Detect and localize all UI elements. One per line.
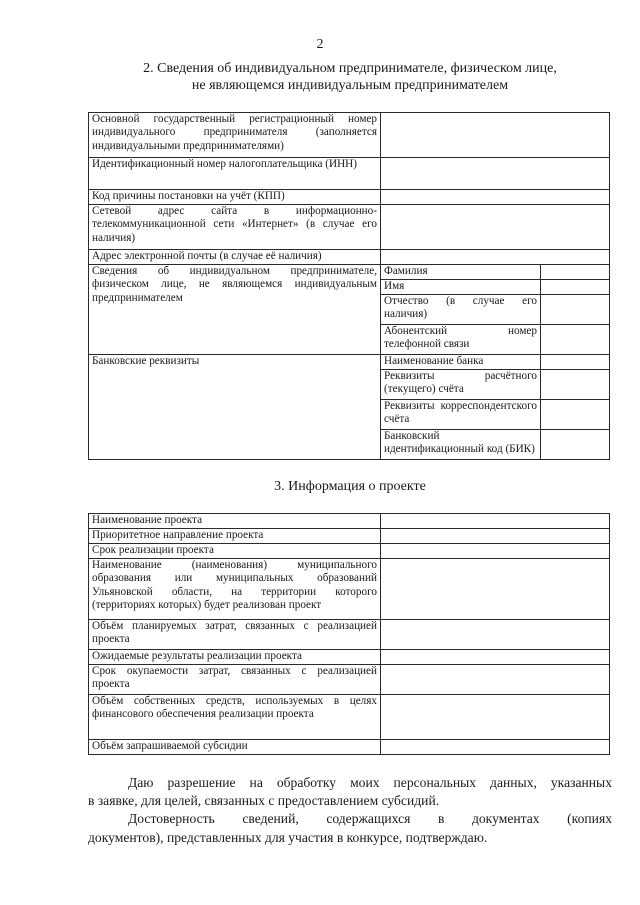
consent-paragraph-line1: Даю разрешение на обработку моих персональных данных, указанных	[128, 775, 612, 790]
payback-label: Срок окупаемости затрат, связанных с реализацией проекта	[89, 665, 381, 695]
name-label: Имя	[381, 280, 541, 295]
consent-paragraph-line2: в заявке, для целей, связанных с предоставлением субсидий.	[88, 793, 440, 808]
priority-label: Приоритетное направление проекта	[89, 529, 381, 544]
section3-heading: 3. Информация о проекте	[274, 479, 426, 494]
bank-name-label: Наименование банка	[381, 355, 541, 370]
own-funds-label: Объём собственных средств, используемых в целях финансового обеспечения реализации проекта	[89, 695, 381, 740]
account-value-cell[interactable]	[541, 370, 610, 400]
kpp-value-cell[interactable]	[381, 190, 610, 205]
own-funds-value-cell[interactable]	[381, 695, 610, 740]
term-value-cell[interactable]	[381, 544, 610, 559]
name-value-cell[interactable]	[541, 280, 610, 295]
priority-value-cell[interactable]	[381, 529, 610, 544]
subsidy-label: Объём запрашиваемой субсидии	[89, 740, 381, 755]
project-info-table	[88, 513, 610, 755]
inn-label: Идентификационный номер налогоплательщика (ИНН)	[89, 158, 381, 190]
entrepreneur-info-table	[88, 112, 610, 460]
website-value-cell[interactable]	[381, 205, 610, 250]
person-label: Сведения об индивидуальном предпринимателе, физическом лице, не являющемся индивидуальным предпринимателем	[89, 265, 381, 355]
account-label: Реквизиты расчётного (текущего) счёта	[381, 370, 541, 400]
section2-heading-line2: не являющемся индивидуальным предпринимателем	[191, 78, 509, 93]
patronymic-label: Отчество (в случае его наличия)	[381, 295, 541, 325]
corr-account-label: Реквизиты корреспондентского счёта	[381, 400, 541, 430]
inn-value-cell[interactable]	[381, 158, 610, 190]
payback-value-cell[interactable]	[381, 665, 610, 695]
bik-value-cell[interactable]	[541, 430, 610, 460]
website-label: Сетевой адрес сайта в информационно-телекоммуникационной сети «Интернет» (в случае его наличия)	[89, 205, 381, 250]
bank-name-value-cell[interactable]	[541, 355, 610, 370]
results-label: Ожидаемые результаты реализации проекта	[89, 650, 381, 665]
corr-account-value-cell[interactable]	[541, 400, 610, 430]
project-name-value-cell[interactable]	[381, 514, 610, 529]
surname-value-cell[interactable]	[541, 265, 610, 280]
project-name-label: Наименование проекта	[89, 514, 381, 529]
phone-value-cell[interactable]	[541, 325, 610, 355]
phone-label: Абонентский номер телефонной связи	[381, 325, 541, 355]
kpp-label: Код причины постановки на учёт (КПП)	[89, 190, 381, 205]
patronymic-value-cell[interactable]	[541, 295, 610, 325]
ogrn-label: Основной государственный регистрационный номер индивидуального предпринимателя (заполняется индивидуальными предпринимателями)	[89, 113, 381, 158]
term-label: Срок реализации проекта	[89, 544, 381, 559]
bik-label: Банковский идентификационный код (БИК)	[381, 430, 541, 460]
email-value-cell[interactable]	[381, 250, 610, 265]
subsidy-value-cell[interactable]	[381, 740, 610, 755]
section2-heading	[80, 60, 620, 94]
confirmation-paragraph-line1: Достоверность сведений, содержащихся в документах (копиях	[128, 811, 612, 826]
surname-label: Фамилия	[381, 265, 541, 280]
ogrn-value-cell[interactable]	[381, 113, 610, 158]
section2-heading-line1: 2. Сведения об индивидуальном предпринимателе, физическом лице,	[143, 61, 557, 76]
municipality-value-cell[interactable]	[381, 559, 610, 620]
costs-label: Объём планируемых затрат, связанных с реализацией проекта	[89, 620, 381, 650]
results-value-cell[interactable]	[381, 650, 610, 665]
confirmation-paragraph-line2: документов), представленных для участия в конкурсе, подтверждаю.	[88, 830, 488, 845]
municipality-label: Наименование (наименования) муниципального образования или муниципальных образований Ульяновской области, на территории которого (территориях которых) будет реализован проект	[89, 559, 381, 620]
costs-value-cell[interactable]	[381, 620, 610, 650]
bank-label: Банковские реквизиты	[89, 355, 381, 460]
email-label: Адрес электронной почты (в случае её наличия)	[89, 250, 381, 265]
page-number: 2	[316, 37, 324, 52]
